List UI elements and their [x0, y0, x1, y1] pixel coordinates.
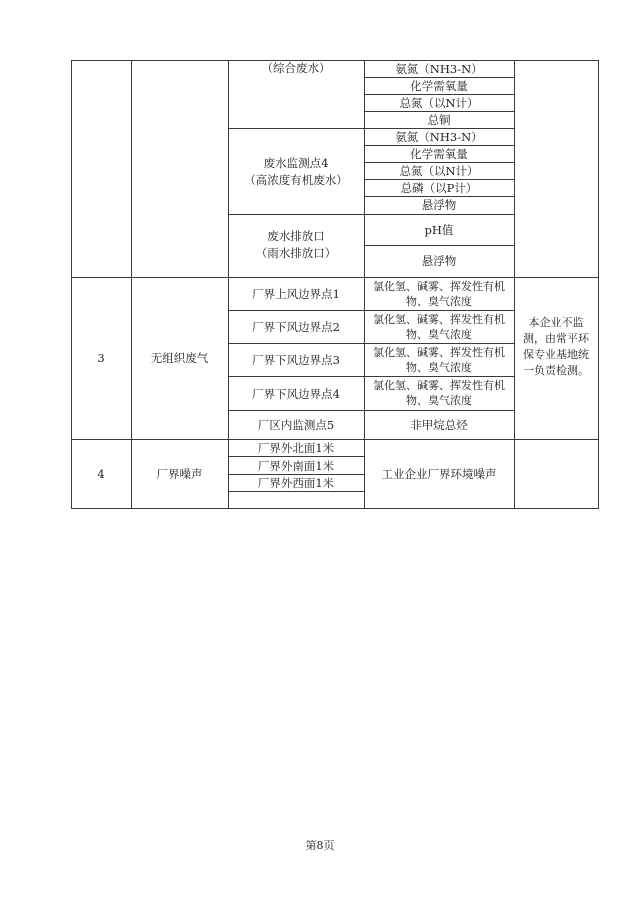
monitoring-item: 氨氮（NH3-N）	[395, 62, 483, 76]
monitoring-point: 废水监测点4	[263, 156, 329, 170]
monitoring-point: 厂界下风边界点2	[252, 320, 340, 334]
monitoring-item: pH值	[424, 223, 454, 237]
monitoring-item: 化学需氧量	[410, 79, 468, 93]
monitoring-item: 总磷（以P计）	[400, 181, 478, 195]
monitoring-point: （综合废水）	[261, 61, 331, 75]
pollution-category: 厂界噪声	[156, 467, 203, 481]
monitoring-item: 工业企业厂界环境噪声	[381, 467, 497, 481]
monitoring-item: 总氮（以N计）	[399, 164, 479, 178]
monitoring-table	[71, 60, 599, 509]
row-number: 4	[97, 467, 105, 481]
monitoring-point: 废水排放口	[267, 229, 325, 243]
pollution-category: 无组织废气	[150, 351, 209, 365]
monitoring-item: 氯化氢、碱雾、挥发性有机物、臭气浓度	[373, 313, 505, 341]
monitoring-point: 厂界外北面1米	[257, 441, 335, 455]
monitoring-item: 总氮（以N计）	[399, 96, 479, 110]
monitoring-point: 厂界外南面1米	[257, 459, 335, 473]
monitoring-point: （雨水排放口）	[255, 246, 337, 260]
monitoring-item: 总铜	[427, 113, 451, 127]
row-number: 3	[97, 351, 105, 365]
page-number: 第8页	[305, 839, 335, 852]
monitoring-note: 本企业不监测，由常平环保专业基地统一负责检测。	[523, 316, 589, 377]
monitoring-item: 悬浮物	[421, 198, 457, 212]
monitoring-point: 厂界下风边界点4	[252, 387, 340, 401]
monitoring-item: 氯化氢、碱雾、挥发性有机物、臭气浓度	[373, 346, 505, 374]
monitoring-item: 氯化氢、碱雾、挥发性有机物、臭气浓度	[373, 379, 505, 407]
monitoring-item: 化学需氧量	[410, 147, 468, 161]
monitoring-item: 氨氮（NH3-N）	[395, 130, 483, 144]
monitoring-point: 厂区内监测点5	[257, 418, 335, 432]
monitoring-point: 厂界外西面1米	[257, 476, 335, 490]
monitoring-item: 悬浮物	[421, 254, 457, 268]
monitoring-point: 厂界下风边界点3	[252, 353, 340, 367]
monitoring-point: 厂界上风边界点1	[252, 287, 340, 301]
monitoring-item: 非甲烷总烃	[410, 418, 468, 432]
monitoring-item: 氯化氢、碱雾、挥发性有机物、臭气浓度	[373, 280, 505, 308]
monitoring-point: （高浓度有机废水）	[244, 173, 348, 187]
